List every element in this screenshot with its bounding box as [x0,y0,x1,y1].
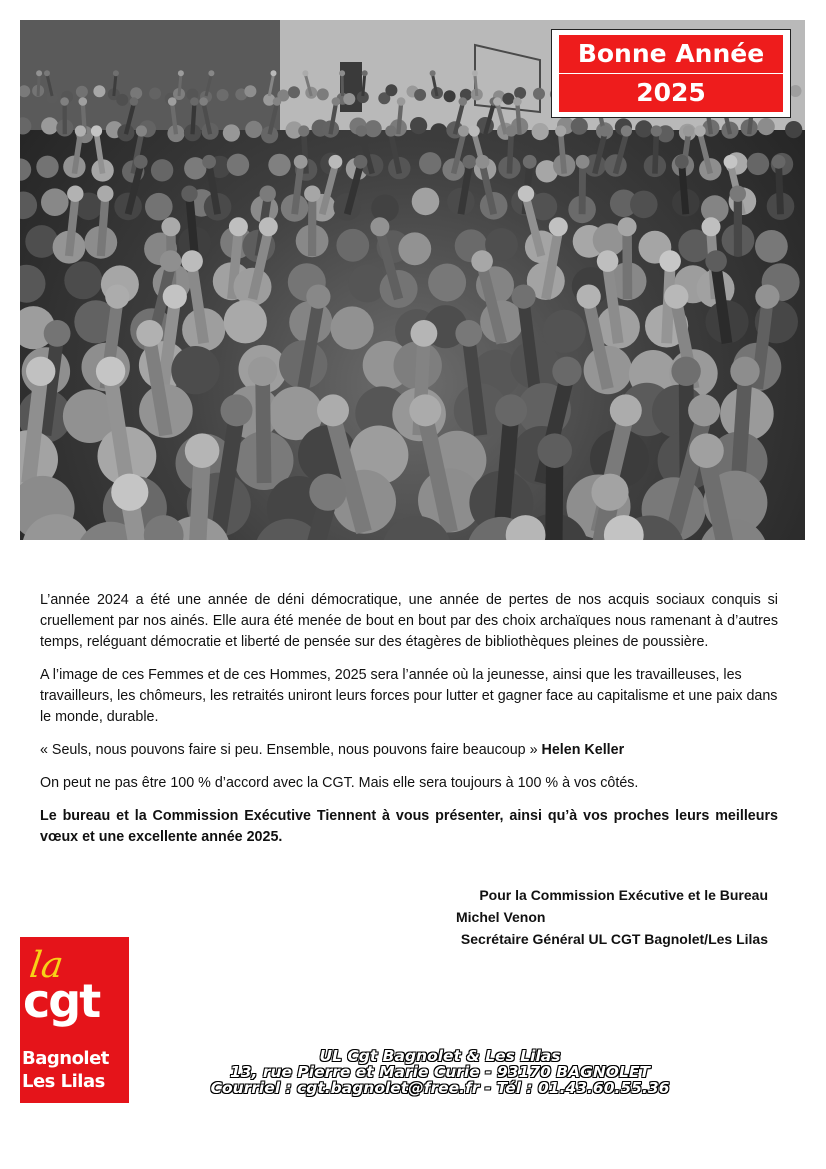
raised-fist [702,217,721,236]
crowd-head [64,261,102,299]
raised-fist [495,394,527,426]
raised-fist [67,186,83,202]
crowd-head [755,230,788,263]
crowd-head [149,88,161,100]
raised-fist [463,155,477,169]
raised-fist [339,70,345,76]
raised-fist [259,217,278,236]
raised-fist [730,357,759,386]
raised-fist [111,474,148,511]
paragraph-1: L’année 2024 a été une année de déni démocratique, une année de pertes de nos acquis sociaux conquis si cruellement par nos ainés. Elle aura été menée de bout en bout par des choix archaïques nous ramenant à d’autres temps, reléguant démocratie et liberté de pensée sur des étagères de bibliothèques pleines de poussière. [40,592,778,650]
crowd-head [343,93,355,105]
raised-fist [208,70,214,76]
footer-address: 13, rue Pierre et Marie Curie - 93170 BAGNOLET [229,1063,651,1081]
banner-title: Bonne Année [577,39,765,68]
crowd-head [444,90,456,102]
crowd-head [20,265,46,303]
raised-arm [554,458,555,540]
crowd-head [25,225,58,258]
crowd-head [116,94,128,106]
raised-fist [181,250,203,272]
crowd-head [419,152,441,174]
crowd-head [502,93,514,105]
raised-fist [576,155,590,169]
raised-arm [363,74,365,96]
raised-fist [105,285,129,309]
signature-line: Pour la Commission Exécutive et le Bureau [479,887,768,903]
raised-fist [689,433,724,468]
raised-fist [260,186,276,202]
crowd-head [130,87,142,99]
paragraph-5: Le bureau et la Commission Exécutive Tiennent à vous présenter, ainsi qu’à vos proches leurs meilleurs vœux et une excellente année 2025. [40,808,778,845]
crowd-head [36,156,58,178]
paragraph-2: A l’image de ces Femmes et de ces Hommes, 2025 sera l’année où la jeunesse, ainsi que les travailleuses, les travailleurs, les chômeurs, les retraités uniront leurs forces pour lutter et gagner face au capitalisme et une paix dans le monde, durable. [40,667,778,725]
raised-arm [561,133,565,173]
crowd-head [145,193,173,221]
crowd-head [414,89,426,101]
raised-fist [136,320,163,347]
raised-fist [190,97,199,106]
raised-fist [513,97,522,106]
crowd-head [76,86,88,98]
raised-fist [552,357,581,386]
raised-fist [36,70,42,76]
raised-arm [263,377,265,483]
raised-fist [130,97,139,106]
raised-fist [248,357,277,386]
banner-year: 2025 [636,78,706,107]
crowd-head [227,154,249,176]
raised-fist [618,217,637,236]
raised-arm [655,133,656,173]
crowd-head [365,120,382,137]
raised-arm [779,165,781,215]
crowd-head [430,123,447,140]
raised-fist [651,125,662,136]
raised-fist [317,394,349,426]
raised-arm [398,103,401,134]
raised-fist [610,394,642,426]
crowd-head [336,229,369,262]
crowd-head [571,118,588,135]
raised-fist [523,155,537,169]
cgt-logo [20,937,129,1103]
raised-fist [695,125,706,136]
raised-fist [306,285,330,309]
crowd-head [20,158,31,180]
crowd-head [410,117,427,134]
crowd-head [93,85,105,97]
new-year-banner [551,29,791,118]
crowd-head [428,264,466,302]
crowd-layer [20,70,802,540]
raised-fist [537,433,572,468]
crowd-head [20,192,37,220]
raised-fist [705,250,727,272]
raised-fist [476,155,490,169]
crowd-head [412,188,440,216]
crowd-head [385,84,397,96]
raised-fist [724,155,738,169]
quote-text: « Seuls, nous pouvons faire si peu. Ensemble, nous pouvons faire beaucoup » [40,742,538,758]
raised-fist [455,320,482,347]
raised-fist [755,285,779,309]
quote-author: Helen Keller [541,742,625,758]
raised-fist [356,125,367,136]
footer-contact-line: Courriel : cgt.bagnolet@free.fr - Tél : 01.43.60.55.36 [210,1079,670,1097]
raised-fist [354,155,368,169]
raised-fist [161,217,180,236]
crowd-head [317,88,329,100]
crowd-head [288,86,300,98]
raised-fist [168,97,177,106]
raised-fist [96,357,125,386]
raised-fist [60,97,69,106]
raised-fist [221,394,253,426]
raised-fist [675,155,689,169]
raised-fist [26,357,55,386]
raised-arm [682,165,686,215]
logo-la: la [27,945,66,986]
logo-cgt: cgt [23,974,100,1028]
raised-fist [329,155,343,169]
crowd-head [331,306,374,349]
letter-body [40,590,778,860]
crowd-head [217,89,229,101]
crowd-head [533,88,545,100]
raised-fist [199,97,208,106]
raised-fist [362,70,368,76]
raised-fist [730,186,746,202]
raised-fist [512,285,536,309]
raised-fist [597,250,619,272]
raised-fist [472,70,478,76]
raised-fist [671,357,700,386]
footer-contact [160,1048,720,1096]
signature-name: Michel Venon [456,909,546,925]
raised-fist [178,70,184,76]
raised-fist [163,285,187,309]
raised-fist [577,285,601,309]
raised-fist [397,97,406,106]
raised-fist [506,125,517,136]
raised-arm [509,133,511,173]
raised-fist [659,250,681,272]
raised-fist [298,125,309,136]
raised-fist [113,70,119,76]
raised-arm [517,103,519,134]
raised-fist [555,125,566,136]
crowd-head [785,121,802,138]
raised-fist [549,217,568,236]
raised-fist [591,474,628,511]
raised-fist [772,155,786,169]
crowd-head [224,300,267,343]
raised-fist [385,125,396,136]
raised-fist [493,97,502,106]
raised-fist [621,125,632,136]
crowd-head [630,191,658,219]
raised-arm [196,458,202,540]
logo-city-1: Bagnolet [22,1048,109,1069]
crowd-head [244,85,256,97]
raised-fist [304,186,320,202]
building-wall [20,20,280,130]
raised-fist [44,320,71,347]
crowd-head [747,153,769,175]
raised-fist [134,155,148,169]
raised-fist [469,125,480,136]
raised-fist [409,394,441,426]
footer-org: UL Cgt Bagnolet & Les Lilas [319,1047,561,1065]
raised-fist [370,217,389,236]
raised-fist [136,125,147,136]
raised-fist [459,97,468,106]
logo-city-2: Les Lilas [22,1071,105,1092]
crowd-head [245,121,262,138]
raised-fist [309,474,346,511]
crowd-head [635,120,652,137]
signature-title: Secrétaire Général UL CGT Bagnolet/Les Lilas [460,931,768,947]
crowd-head [223,124,240,141]
raised-fist [518,186,534,202]
crowd-head [268,154,290,176]
logo-location [22,1047,109,1093]
raised-fist [430,70,436,76]
raised-fist [91,125,102,136]
raised-fist [302,70,308,76]
raised-arm [193,103,195,134]
raised-fist [411,320,438,347]
crowd-head [171,346,219,394]
crowd-head [532,123,549,140]
crowd-head [151,159,173,181]
raised-fist [471,250,493,272]
raised-fist [458,125,469,136]
signature-block [348,884,768,950]
raised-arm [738,377,745,483]
crowd-head [371,195,399,223]
quote-paragraph [40,740,778,761]
raised-arm [501,417,511,532]
raised-fist [79,97,88,106]
raised-arm [582,165,583,215]
crowd-head [398,232,431,265]
raised-fist [160,250,182,272]
crowd-head [41,188,69,216]
raised-arm [179,74,181,96]
raised-fist [332,97,341,106]
raised-fist [44,70,50,76]
crowd-head [41,117,58,134]
raised-arm [101,197,106,256]
raised-arm [475,74,477,96]
raised-fist [229,217,248,236]
raised-fist [185,433,220,468]
raised-fist [683,125,694,136]
raised-fist [688,394,720,426]
raised-fist [599,125,610,136]
raised-arm [190,197,195,256]
raised-fist [97,186,113,202]
raised-fist [181,186,197,202]
raised-fist [202,155,216,169]
raised-arm [38,74,39,96]
crowd-head [790,85,802,97]
raised-fist [294,155,308,169]
raised-fist [75,125,86,136]
raised-arm [114,74,116,96]
raised-fist [664,285,688,309]
crowd-head [758,118,775,135]
crowd-head [514,87,526,99]
raised-fist [271,70,277,76]
raised-fist [273,97,282,106]
paragraph-4: On peut ne pas être 100 % d’accord avec la CGT. Mais elle sera toujours à 100 % à vos côtés. [40,775,639,791]
